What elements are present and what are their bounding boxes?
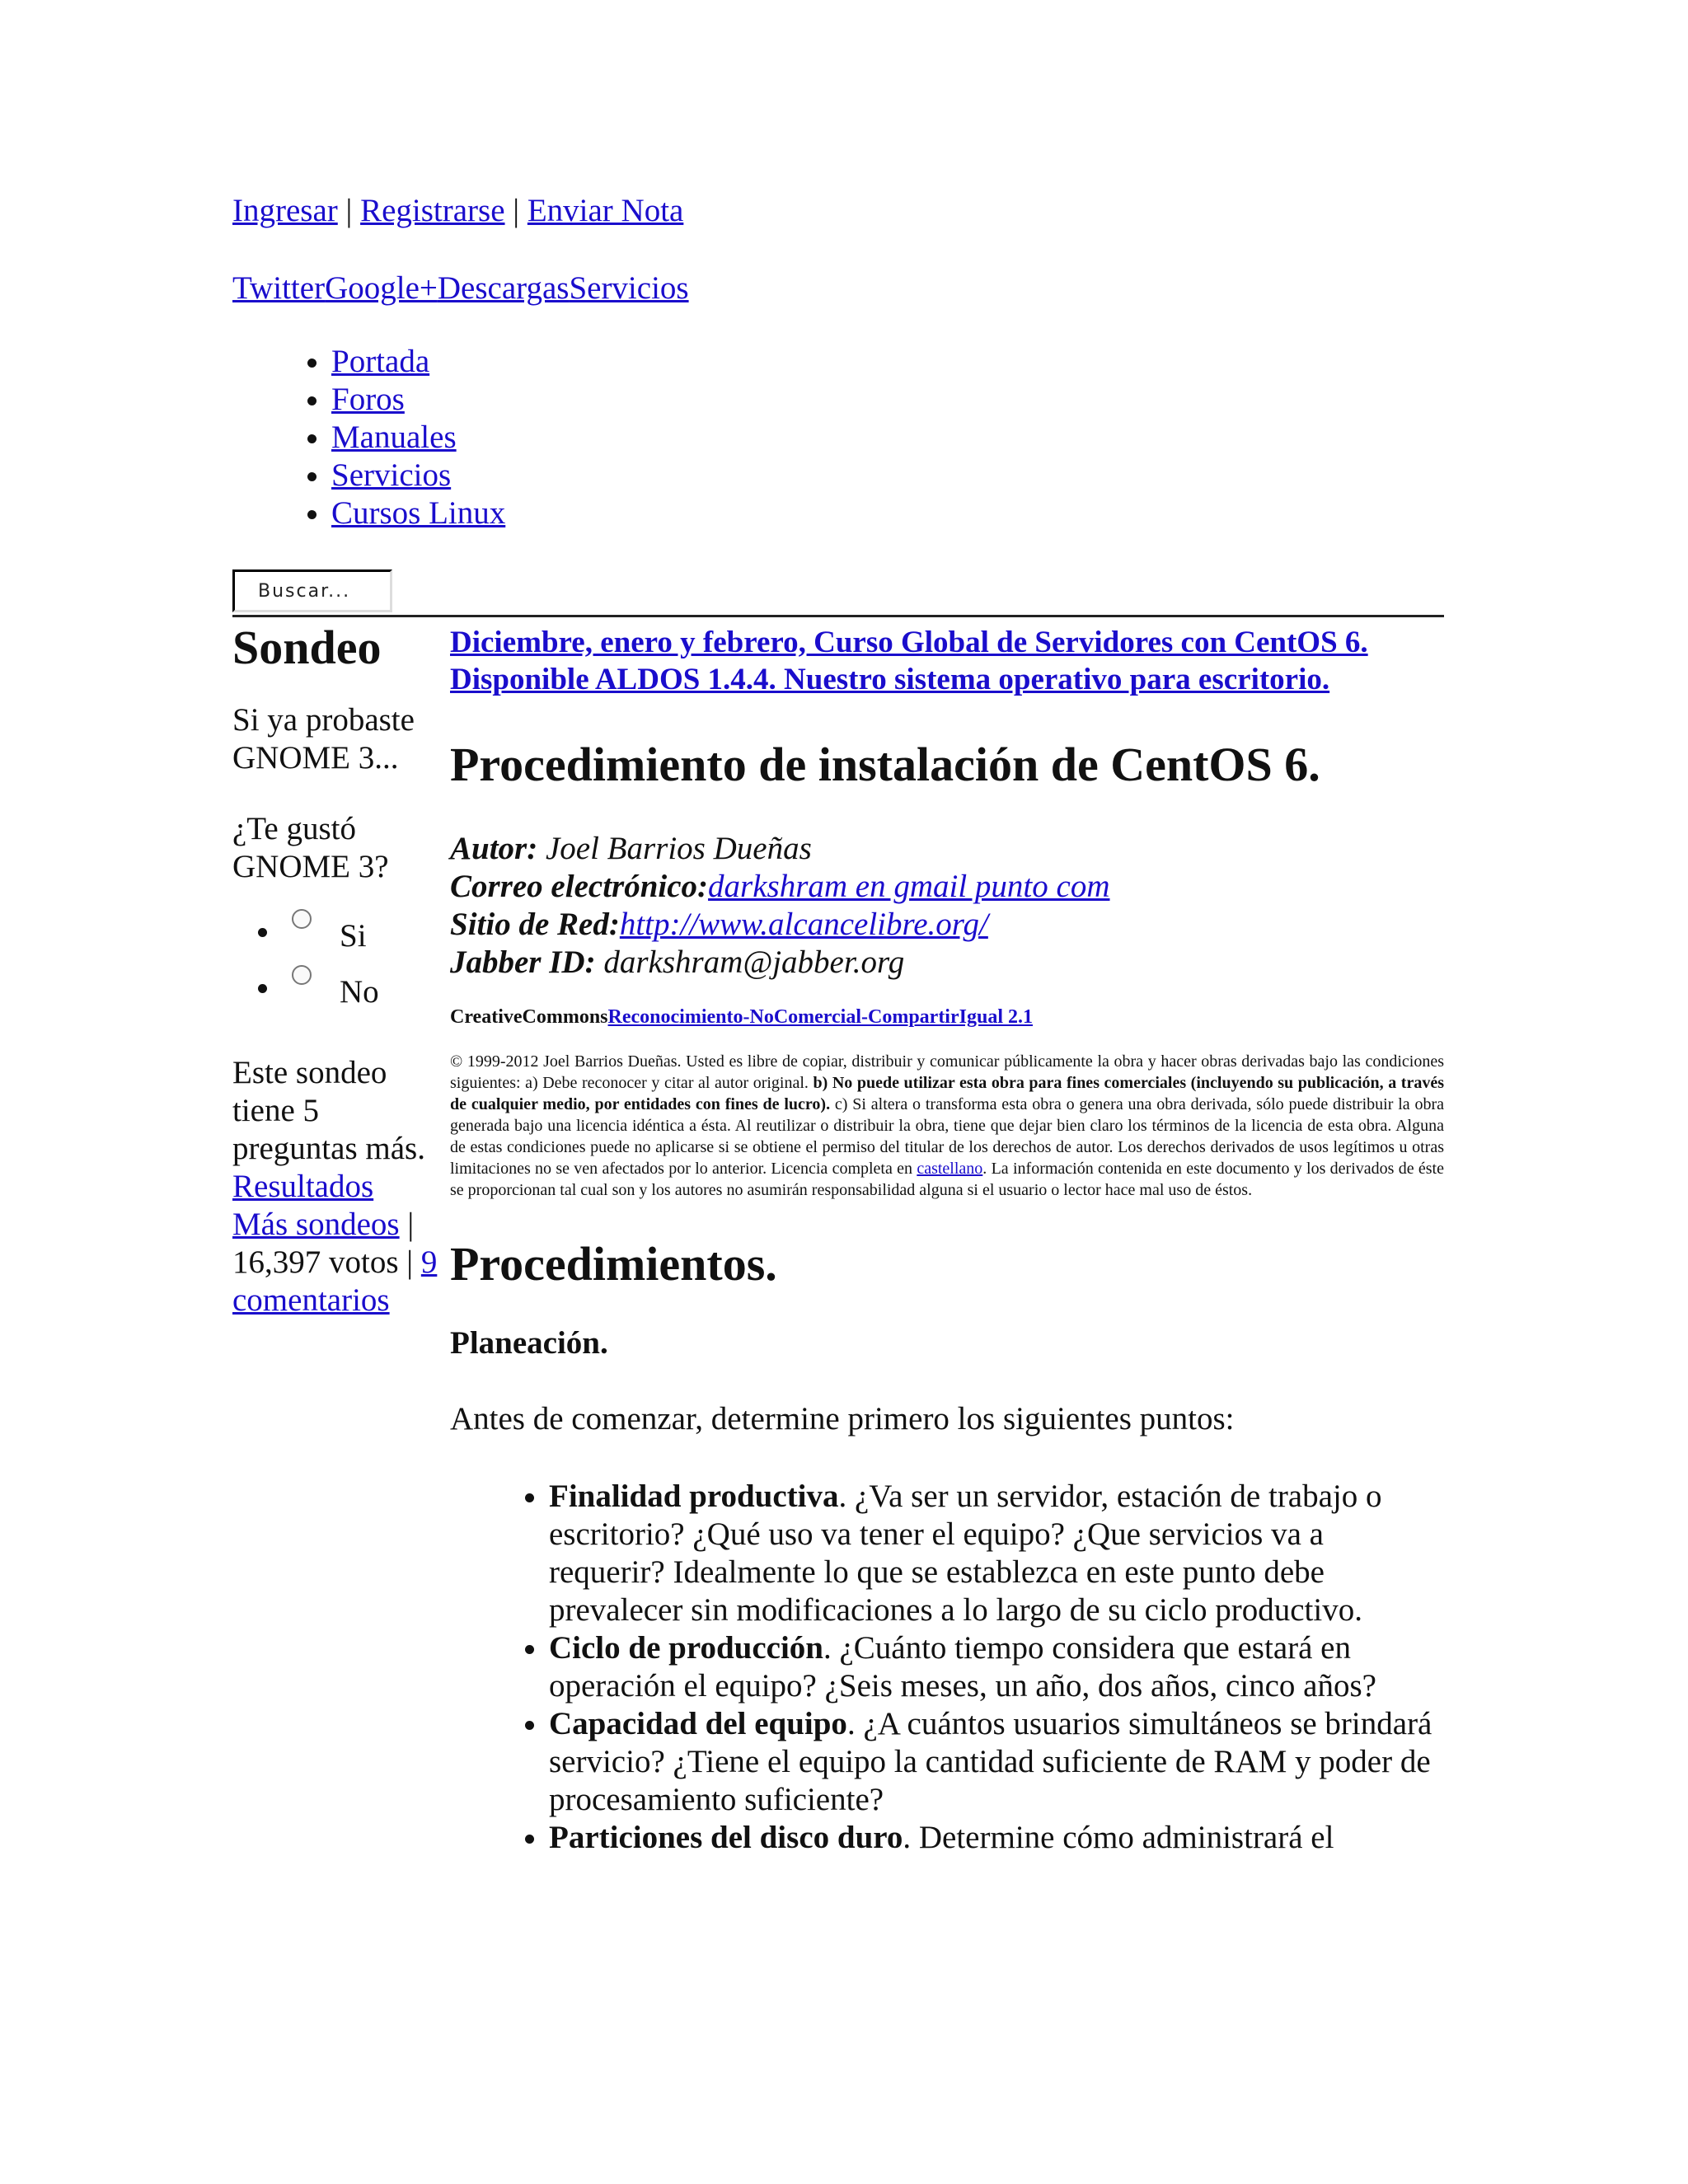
- point-text: . ¿A cuántos usuarios simultáneos se brindará servicio? ¿Tiene el equipo la cantidad suficiente de RAM y poder de procesamiento suficiente?: [549, 1706, 1432, 1817]
- jabber-id: darkshram@jabber.org: [595, 944, 905, 980]
- subsection-title: Planeación.: [450, 1325, 608, 1361]
- downloads-link[interactable]: Descargas: [437, 270, 570, 306]
- more-polls-link[interactable]: Más sondeos: [232, 1207, 400, 1242]
- jabber-line: [450, 944, 1444, 982]
- page: [232, 190, 1444, 1857]
- poll-option: [282, 912, 450, 968]
- license-prefix: CreativeCommons: [450, 1006, 608, 1028]
- poll-option-label: • No: [340, 974, 379, 1010]
- radio-no[interactable]: [292, 965, 312, 985]
- nav-link-portada[interactable]: Portada: [331, 344, 430, 379]
- nav-link-manuales[interactable]: Manuales: [331, 419, 457, 455]
- poll-title: Sondeo: [232, 621, 382, 674]
- author-info: [450, 830, 1444, 982]
- separator: |: [504, 193, 528, 228]
- search-input[interactable]: Buscar...: [232, 569, 392, 612]
- intro-text: Antes de comenzar, determine primero los siguientes puntos:: [450, 1401, 1235, 1436]
- register-link[interactable]: Registrarse: [360, 193, 505, 228]
- license-line: [450, 1005, 1444, 1029]
- point-term: Particiones del disco duro: [549, 1820, 903, 1855]
- nav-item-portada: [331, 343, 1444, 381]
- poll-question: ¿Te gustó GNOME 3?: [232, 811, 389, 884]
- nav-link-cursos[interactable]: Cursos Linux: [331, 495, 506, 531]
- social-links: [232, 267, 1444, 310]
- email-label: Correo electrónico:: [450, 869, 709, 904]
- license-part-1: © 1999-2012 Joel Barrios Dueñas. Usted es libre de copiar, distribuir y comunicar públicamente la obra y hacer obras derivadas bajo las condiciones siguientes: a) Debe reconocer y citar al autor original.: [450, 1052, 1444, 1092]
- poll-links: [232, 1168, 450, 1319]
- list-item: [549, 1705, 1444, 1819]
- login-link[interactable]: Ingresar: [232, 193, 338, 228]
- google-plus-link[interactable]: Google+: [325, 270, 438, 306]
- poll-option: [282, 968, 450, 1024]
- license-link[interactable]: Reconocimiento-NoComercial-CompartirIgual 2.1: [607, 1006, 1033, 1028]
- nav-item-foros: [331, 381, 1444, 419]
- twitter-link[interactable]: Twitter: [232, 270, 326, 306]
- email-link[interactable]: darkshram en gmail punto com: [708, 869, 1110, 904]
- site-label: Sitio de Red:: [450, 907, 620, 942]
- nav-link-foros[interactable]: Foros: [331, 382, 405, 417]
- site-line: [450, 906, 1444, 944]
- radio-si[interactable]: [292, 909, 312, 929]
- poll-options: [232, 912, 450, 1024]
- article-title: Procedimiento de instalación de CentOS 6.: [450, 738, 1320, 791]
- author-line: [450, 830, 1444, 868]
- comments-link[interactable]: 9 comentarios: [232, 1244, 438, 1318]
- email-line: [450, 868, 1444, 906]
- license-part-2: c) Si altera o transforma esta obra o genera una obra derivada, sólo puede distribuir la obra generada bajo una licencia idéntica a ésta. Al reutilizar o distribuir la obra, tiene que dejar bien claro los términos de la licencia de esta obra. Alguna de estas condiciones puede no aplicarse si se obtiene el permiso del titular de los derechos de autor. Los derechos derivados de usos legítimos u otras limitaciones no se ven afectados por lo anterior. Licencia completa en: [450, 1095, 1444, 1178]
- planning-points: [450, 1478, 1444, 1857]
- nav-item-cursos: [331, 494, 1444, 532]
- nav-item-manuales: [331, 419, 1444, 457]
- point-text: . Determine cómo administrará el: [903, 1820, 1334, 1855]
- poll-more-text: Este sondeo tiene 5 preguntas más.: [232, 1055, 425, 1166]
- section-title: Procedimientos.: [450, 1237, 777, 1291]
- nav-item-servicios: [331, 457, 1444, 494]
- license-language-link[interactable]: castellano: [917, 1160, 983, 1178]
- banner-links: [450, 624, 1444, 698]
- article: [450, 617, 1444, 1857]
- point-term: Finalidad productiva: [549, 1479, 839, 1514]
- author-label: Autor:: [450, 831, 538, 866]
- list-item: [549, 1819, 1444, 1857]
- poll-option-label: • Si: [340, 918, 367, 954]
- license-bold: b) No puede utilizar esta obra para fines comerciales (incluyendo su publicación, a través de cualquier medio, por entidades con fines de lucro).: [450, 1074, 1444, 1113]
- top-links: [232, 190, 1444, 232]
- aldos-banner-link[interactable]: Disponible ALDOS 1.4.4. Nuestro sistema operativo para escritorio.: [450, 663, 1330, 696]
- point-text: . ¿Va ser un servidor, estación de trabajo o escritorio? ¿Qué uso va tener el equipo? ¿Que servicios va a requerir? Idealmente lo que se establezca en este punto debe prevalecer sin modificaciones a lo largo de su ciclo productivo.: [549, 1479, 1382, 1628]
- nav-link-servicios[interactable]: Servicios: [331, 457, 452, 493]
- author-name: Joel Barrios Dueñas: [537, 831, 812, 866]
- point-text: . ¿Cuánto tiempo considera que estará en operación el equipo? ¿Seis meses, un año, dos años, cinco años?: [549, 1630, 1376, 1704]
- poll-intro: Si ya probaste GNOME 3...: [232, 702, 415, 776]
- site-link[interactable]: http://www.alcancelibre.org/: [619, 907, 988, 942]
- services-link[interactable]: Servicios: [569, 270, 689, 306]
- list-item: [549, 1478, 1444, 1629]
- poll-votes: | 16,397 votos |: [232, 1207, 421, 1280]
- content-columns: [232, 617, 1444, 1857]
- send-note-link[interactable]: Enviar Nota: [527, 193, 684, 228]
- list-item: [549, 1629, 1444, 1705]
- results-link[interactable]: Resultados: [232, 1169, 374, 1204]
- point-term: Ciclo de producción: [549, 1630, 823, 1666]
- course-banner-link[interactable]: Diciembre, enero y febrero, Curso Global de Servidores con CentOS 6.: [450, 626, 1368, 659]
- poll-sidebar: [232, 617, 450, 1319]
- point-term: Capacidad del equipo: [549, 1706, 847, 1741]
- jabber-label: Jabber ID:: [450, 944, 596, 980]
- main-nav: [232, 343, 1444, 532]
- license-part-3: . La información contenida en este documento y los derivados de éste se proporcionan tal cual son y los autores no asumirán responsabilidad alguna si el usuario o lector hace mal uso de éstos.: [450, 1160, 1444, 1199]
- license-text: [450, 1051, 1444, 1201]
- separator: |: [337, 193, 361, 228]
